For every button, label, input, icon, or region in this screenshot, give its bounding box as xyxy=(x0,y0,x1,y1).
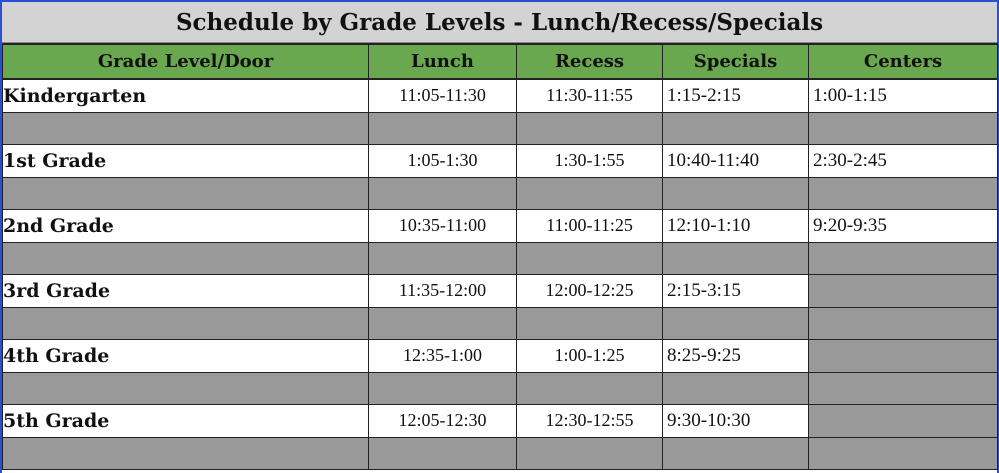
spacer-cell xyxy=(369,372,517,404)
specials-cell: 12:10-1:10 xyxy=(663,209,809,242)
grade-cell: 2nd Grade xyxy=(3,209,369,242)
spacer-cell xyxy=(369,307,517,339)
spacer-cell xyxy=(663,437,809,469)
lunch-cell: 11:35-12:00 xyxy=(369,274,517,307)
recess-cell: 12:00-12:25 xyxy=(517,274,663,307)
recess-cell: 1:30-1:55 xyxy=(517,144,663,177)
lunch-cell: 1:05-1:30 xyxy=(369,144,517,177)
grade-cell: 4th Grade xyxy=(3,339,369,372)
recess-cell: 11:30-11:55 xyxy=(517,79,663,112)
specials-cell: 8:25-9:25 xyxy=(663,339,809,372)
spacer-cell xyxy=(369,177,517,209)
grade-cell: 1st Grade xyxy=(3,144,369,177)
spacer-row xyxy=(3,112,998,144)
spacer-cell xyxy=(3,112,369,144)
table-row xyxy=(3,339,998,372)
centers-cell-empty xyxy=(809,404,998,437)
spacer-cell xyxy=(517,177,663,209)
spacer-row xyxy=(3,437,998,469)
spacer-row xyxy=(3,307,998,339)
spacer-cell xyxy=(517,242,663,274)
spacer-row xyxy=(3,372,998,404)
spacer-cell xyxy=(809,372,998,404)
sheet-title: Schedule by Grade Levels - Lunch/Recess/Specials xyxy=(2,2,997,43)
table-row xyxy=(3,404,998,437)
spacer-cell xyxy=(663,242,809,274)
spacer-cell xyxy=(517,112,663,144)
header-specials: Specials xyxy=(663,44,809,79)
header-grade-level: Grade Level/Door xyxy=(3,44,369,79)
centers-cell-empty xyxy=(809,339,998,372)
spacer-row xyxy=(3,242,998,274)
spacer-cell xyxy=(3,437,369,469)
spacer-cell xyxy=(809,112,998,144)
lunch-cell: 12:35-1:00 xyxy=(369,339,517,372)
header-centers: Centers xyxy=(809,44,998,79)
recess-cell: 1:00-1:25 xyxy=(517,339,663,372)
header-row xyxy=(3,44,998,79)
spacer-cell xyxy=(809,437,998,469)
spacer-cell xyxy=(809,242,998,274)
spacer-row xyxy=(3,177,998,209)
lunch-cell: 12:05-12:30 xyxy=(369,404,517,437)
spacer-cell xyxy=(517,307,663,339)
spacer-cell xyxy=(663,177,809,209)
spacer-cell xyxy=(3,177,369,209)
spacer-cell xyxy=(369,242,517,274)
spacer-cell xyxy=(369,112,517,144)
lunch-cell: 10:35-11:00 xyxy=(369,209,517,242)
grade-cell: Kindergarten xyxy=(3,79,369,112)
spacer-cell xyxy=(369,437,517,469)
spacer-cell xyxy=(809,307,998,339)
specials-cell: 1:15-2:15 xyxy=(663,79,809,112)
spacer-cell xyxy=(3,307,369,339)
spacer-cell xyxy=(663,307,809,339)
header-recess: Recess xyxy=(517,44,663,79)
table-row xyxy=(3,209,998,242)
schedule-table xyxy=(2,43,998,470)
specials-cell: 9:30-10:30 xyxy=(663,404,809,437)
centers-cell: 9:20-9:35 xyxy=(809,209,998,242)
centers-cell: 2:30-2:45 xyxy=(809,144,998,177)
centers-cell: 1:00-1:15 xyxy=(809,79,998,112)
spacer-cell xyxy=(517,372,663,404)
spacer-cell xyxy=(663,112,809,144)
header-lunch: Lunch xyxy=(369,44,517,79)
lunch-cell: 11:05-11:30 xyxy=(369,79,517,112)
table-row xyxy=(3,79,998,112)
spacer-cell xyxy=(3,242,369,274)
grade-cell: 3rd Grade xyxy=(3,274,369,307)
recess-cell: 12:30-12:55 xyxy=(517,404,663,437)
table-row xyxy=(3,274,998,307)
spacer-cell xyxy=(809,177,998,209)
recess-cell: 11:00-11:25 xyxy=(517,209,663,242)
grade-cell: 5th Grade xyxy=(3,404,369,437)
table-row xyxy=(3,144,998,177)
spacer-cell xyxy=(3,372,369,404)
specials-cell: 10:40-11:40 xyxy=(663,144,809,177)
centers-cell-empty xyxy=(809,274,998,307)
spacer-cell xyxy=(517,437,663,469)
spacer-cell xyxy=(663,372,809,404)
specials-cell: 2:15-3:15 xyxy=(663,274,809,307)
